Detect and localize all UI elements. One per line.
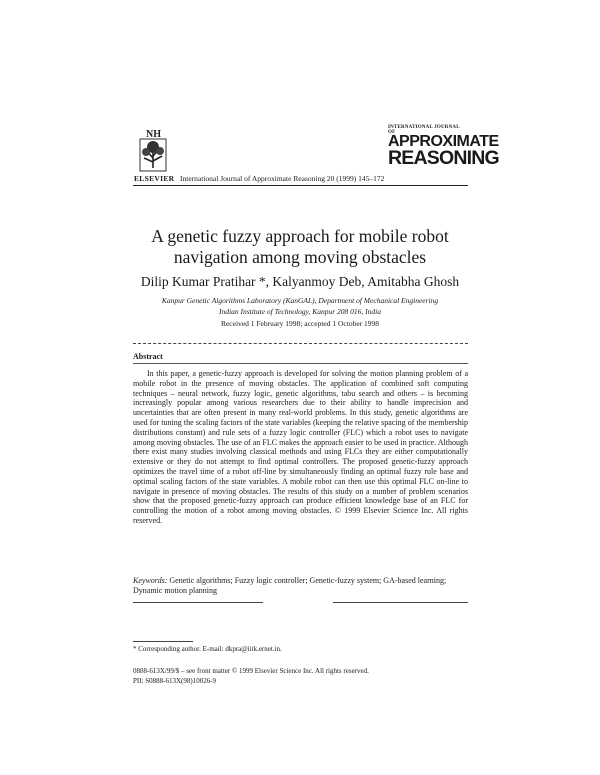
abstract-rule [133,363,468,364]
keywords [133,576,468,596]
header-rule [133,185,468,186]
affiliation-line2: Indian Institute of Technology, Kanpur 208 016, India [218,306,381,316]
brand-line2: APPROXIMATE [388,133,499,151]
footnote-rule [133,641,193,642]
footnote: * Corresponding author. E-mail: dkpra@iitk.ernet.in. [133,645,282,653]
article-title: A genetic fuzzy approach for mobile robot navigation among moving obstacles [151,226,449,267]
affiliation-line1: Kanpur Genetic Algorithms Laboratory (KanGAL), Department of Mechanical Engineering [161,296,439,305]
elsevier-tree-icon [132,128,176,174]
keywords-rule-right [333,602,468,603]
abstract-heading: Abstract [133,352,163,361]
keywords-text: Genetic algorithms; Fuzzy logic controller; Genetic-fuzzy system; GA-based learning; Dynamic motion planning [133,576,447,595]
article-authors: Dilip Kumar Pratihar *, Kalyanmoy Deb, Amitabha Ghosh [140,274,460,289]
brand-line1: INTERNATIONAL JOURNAL OF [388,125,460,135]
brand-line3: REASONING [388,146,499,169]
issn-line2: PII: S0888-613X(98)10026-9 [133,676,217,685]
publisher-logo [132,128,176,174]
divider-rule [133,343,468,344]
received-dates: Received 1 February 1998; accepted 1 October 1998 [220,319,380,328]
journal-brand [388,125,499,169]
issn-line1: 0888-613X/99/$ – see front matter © 1999 Elsevier Science Inc. All rights reserved. [133,667,369,675]
affiliation [120,296,480,317]
publisher-name: ELSEVIER [134,174,175,183]
keywords-rule-left [133,602,263,603]
logo-nh-text: NH [146,129,161,140]
issn-block [133,667,369,686]
journal-citation: International Journal of Approximate Reasoning 20 (1999) 145–172 [180,174,385,183]
keywords-label: Keywords: [133,576,168,585]
abstract-text: In this paper, a genetic-fuzzy approach is developed for solving the motion planning problem of a mobile robot in the presence of moving obstacles. The application of combined soft computing techniques – neural network, fuzzy logic, genetic algorithms, tabu search and others – is becoming increasingly popular among various researchers due to their ability to handle imprecision and uncertainties that are often present in many real-world problems. In this study, genetic algorithms are used for tuning the scaling factors of the state variables (keeping the relative spacing of the membership distributions constant) and rule sets of a fuzzy logic controller (FLC) which a robot uses to navigate among moving obstacles. The use of an FLC makes the approach easier to be used in practice. Although there exist many studies involving classical methods and using FLCs they are either computationally extensive or they do not attempt to find optimal controllers. The proposed genetic-fuzzy approach optimizes the travel time of a robot off-line by simultaneously finding an optimal fuzzy rule base and optimal scaling factors of the state variables. A mobile robot can then use this optimal FLC on-line to navigate in presence of moving obstacles. The results of this study on a number of problem scenarios show that the proposed genetic-fuzzy approach can produce efficient knowledge base of an FLC for controlling the motion of a robot among moving obstacles. © 1999 Elsevier Science Inc. All rights reserved. [133,369,468,525]
